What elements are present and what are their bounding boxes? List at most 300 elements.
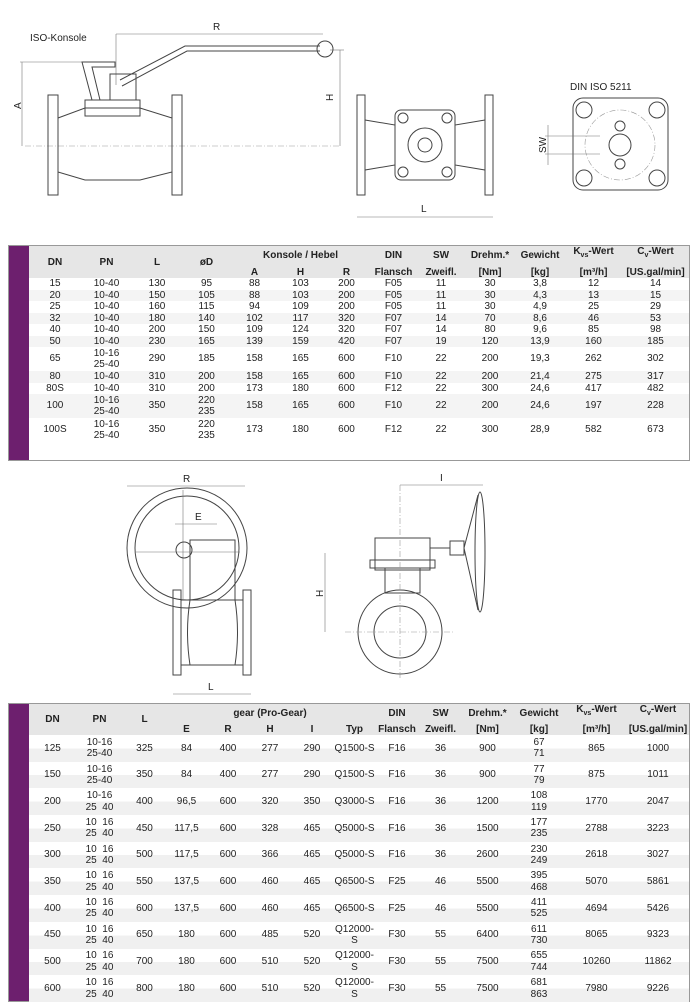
table-cell: 10-40 (93, 382, 120, 394)
table-cell (76, 762, 123, 789)
table-cell: 10260 (566, 949, 627, 976)
table-cell: 200 (481, 353, 499, 365)
col-i: I (291, 719, 333, 735)
table-cell: 1200 (463, 788, 512, 815)
table-cell: 36 (418, 735, 463, 762)
table-cell: 105 (182, 290, 231, 302)
table-cell: F05 (370, 290, 417, 302)
table-cell: 520 (291, 975, 333, 1002)
table-cell: 139 (231, 336, 278, 348)
table-cell (76, 842, 123, 869)
cell-line: 25 40 (85, 855, 114, 867)
table-row (29, 842, 689, 869)
table-cell: Q6500-S (333, 895, 376, 922)
col-din: DIN (376, 704, 418, 719)
table-cell: 320 (249, 788, 291, 815)
table-cell: 320 (323, 313, 370, 325)
table-cell: 350 (291, 788, 333, 815)
cell-line: 25 40 (85, 935, 114, 947)
table-cell: 310 (148, 382, 166, 394)
table-cell (76, 735, 123, 762)
cv-sub: v (644, 252, 649, 259)
table-cell: 55 (418, 922, 463, 949)
table-cell: 165 (278, 394, 323, 418)
col-group-console: Konsole / Hebel (231, 246, 370, 261)
cell-line: 25 40 (85, 828, 114, 840)
table-cell: 350 (29, 868, 76, 895)
gear-valve-side-view (315, 473, 485, 680)
table-cell: 124 (292, 324, 309, 335)
table-cell: 250 (29, 815, 76, 842)
table-cell: 25 (587, 301, 600, 312)
cell-line: 10 16 (85, 843, 114, 855)
table-cell: F12 (384, 424, 403, 436)
col-sw: SW (417, 246, 465, 261)
table-cell: 30 (465, 290, 515, 302)
table-cell: 465 (291, 868, 333, 895)
col-e: E (166, 719, 207, 735)
table-cell: Q5000-S (333, 842, 376, 869)
table-cell: 228 (622, 394, 689, 418)
table-cell: 200 (198, 382, 215, 394)
table-cell: 88 (231, 290, 278, 302)
table-cell: 673 (647, 424, 664, 436)
kvs-wert: -Wert (588, 246, 614, 257)
table-cell (512, 949, 566, 976)
table-cell: 2047 (627, 788, 689, 815)
table-cell: 84 (166, 762, 207, 789)
col-a: A (231, 261, 278, 278)
table-cell: 275 (565, 371, 622, 383)
cell-line: 10 16 (85, 977, 114, 989)
table-cell: 10-40 (81, 336, 132, 348)
col-cv (627, 704, 689, 719)
col-pn: PN (81, 246, 132, 278)
table-cell: Q5000-S (333, 815, 376, 842)
table-cell: 200 (338, 301, 355, 312)
table-row (29, 975, 689, 1002)
table-cell: 2788 (566, 815, 627, 842)
col-sw-unit: Zweifl. (418, 719, 463, 735)
table-cell: F16 (376, 788, 418, 815)
table-cell: 1500 (463, 815, 512, 842)
dim-i-label: I (440, 473, 443, 484)
table-cell: 10-40 (93, 278, 120, 289)
table-cell: 22 (435, 424, 447, 436)
cell-line: 77 (533, 763, 545, 775)
table-cell: 600 (123, 895, 166, 922)
col-weight: Gewicht (515, 246, 565, 261)
table-cell: 600 (207, 949, 249, 976)
table-cell: F30 (376, 922, 418, 949)
table-cell: 140 (182, 313, 231, 325)
col-weight-unit: [kg] (515, 261, 565, 278)
table-cell: 15 (622, 290, 689, 302)
table-cell: 109 (246, 324, 263, 335)
table-cell: 1770 (566, 788, 627, 815)
table-cell: 600 (323, 394, 370, 418)
table-cell: 600 (323, 371, 370, 383)
table-cell: 12 (587, 278, 600, 289)
table-cell: 1000 (627, 735, 689, 762)
cell-line: 119 (531, 801, 547, 813)
table-cell (512, 735, 566, 762)
table-cell (76, 788, 123, 815)
table-row (29, 336, 689, 348)
col-kvs (565, 246, 622, 261)
table-cell: 22 (435, 382, 447, 394)
col-torque-unit: [Nm] (463, 719, 512, 735)
table-cell: 50 (29, 336, 81, 348)
table-cell: 11 (435, 278, 447, 289)
table-cell: 600 (338, 424, 355, 436)
table-cell: 485 (249, 922, 291, 949)
table-row (29, 868, 689, 895)
col-cv (622, 246, 689, 261)
cell-line: 235 (530, 828, 548, 840)
table-cell: F07 (370, 336, 417, 348)
cell-line: 655 (530, 950, 548, 962)
table-cell: 465 (291, 895, 333, 922)
table-cell: 700 (123, 949, 166, 976)
cell-line: 10-16 (93, 418, 120, 430)
cell-line: 611 (531, 923, 547, 935)
table-row (29, 324, 689, 336)
kvs-k: K (573, 246, 581, 257)
col-od: øD (182, 246, 231, 278)
col-l: L (123, 704, 166, 735)
table-cell: F30 (376, 949, 418, 976)
table-cell (81, 418, 132, 442)
table-cell: 350 (148, 424, 166, 436)
table-cell: 55 (418, 975, 463, 1002)
table-cell: 30 (484, 301, 496, 312)
table-cell: 10-40 (81, 290, 132, 302)
table-cell: 96,5 (166, 788, 207, 815)
table-cell (81, 347, 132, 371)
table-cell: 200 (148, 324, 166, 335)
table-row (29, 418, 689, 442)
table-cell: 200 (465, 371, 515, 383)
table-cell: 8,6 (515, 313, 565, 325)
table-cell: 80 (484, 324, 496, 335)
table-cell: 9,6 (533, 324, 547, 335)
col-sw-unit: Zweifl. (417, 261, 465, 278)
cell-line: 730 (530, 935, 548, 947)
table-cell: 150 (198, 324, 215, 335)
table-cell: F12 (384, 382, 403, 394)
table-cell: 1011 (627, 762, 689, 789)
cell-line: 25 40 (85, 801, 114, 813)
table-cell: 520 (291, 922, 333, 949)
table-cell: 200 (465, 394, 515, 418)
table-cell: Q1500-S (333, 735, 376, 762)
col-h: H (249, 719, 291, 735)
lever-valve-end-view (357, 95, 493, 217)
table-cell: 277 (249, 762, 291, 789)
table-cell: F25 (376, 895, 418, 922)
table-cell: 3223 (627, 815, 689, 842)
col-e-spacer (166, 704, 207, 719)
table-cell: 80S (46, 382, 64, 394)
table-row (29, 278, 689, 290)
table-cell: 185 (198, 353, 215, 365)
lever-valve-drawings (0, 0, 696, 240)
table-cell: 15 (49, 278, 61, 289)
table-cell: 158 (231, 371, 278, 383)
table-cell: 450 (123, 815, 166, 842)
table-cell: 46 (565, 313, 622, 325)
table-cell: 417 (585, 382, 602, 394)
table-cell: 117,5 (166, 815, 207, 842)
table-cell: 36 (418, 762, 463, 789)
table-cell: 70 (465, 313, 515, 325)
table-cell: 150 (29, 762, 76, 789)
table-cell: Q1500-S (333, 762, 376, 789)
table-cell: 3,8 (533, 278, 547, 289)
table-cell: 600 (207, 922, 249, 949)
table-cell: 125 (29, 735, 76, 762)
table-cell: 600 (338, 382, 355, 394)
col-cv-unit: [US.gal/min] (627, 719, 689, 735)
cell-line: 25 40 (85, 908, 114, 920)
table-row (29, 922, 689, 949)
table-cell: 366 (249, 842, 291, 869)
col-cv-unit: [US.gal/min] (622, 261, 689, 278)
cell-line: 10 16 (85, 870, 114, 882)
cell-line: 25-40 (86, 775, 113, 787)
table-cell: 9323 (627, 922, 689, 949)
cell-line: 235 (198, 430, 215, 441)
table-cell: 197 (565, 394, 622, 418)
table-cell: 2618 (566, 842, 627, 869)
table-cell: 85 (587, 324, 600, 335)
cell-line: 79 (533, 775, 545, 787)
table-cell: 460 (249, 868, 291, 895)
table-cell (512, 815, 566, 842)
table-cell: 5426 (627, 895, 689, 922)
col-pn: PN (76, 704, 123, 735)
table-cell (76, 949, 123, 976)
table-cell: 600 (207, 842, 249, 869)
cell-line: 10-16 (93, 347, 120, 359)
col-torque: Drehm.* (465, 246, 515, 261)
table-row (29, 762, 689, 789)
col-r: R (207, 719, 249, 735)
table-cell: F10 (384, 353, 403, 365)
table-cell: 510 (249, 949, 291, 976)
table-cell: 102 (231, 313, 278, 325)
table-cell: 103 (278, 290, 323, 302)
table-cell: 290 (291, 735, 333, 762)
table-cell: 103 (292, 278, 309, 289)
col-l: L (132, 246, 182, 278)
kvs-sub: vs (583, 710, 592, 717)
cell-line: 230 (530, 843, 548, 855)
table-cell: 400 (207, 735, 249, 762)
table-cell: F05 (384, 278, 403, 289)
table-cell: 290 (291, 762, 333, 789)
cell-line: 220 (198, 418, 215, 430)
table-cell: 500 (29, 949, 76, 976)
cell-line: 10 16 (85, 816, 114, 828)
table-cell: 24,6 (530, 382, 550, 394)
table-cell: Q6500-S (333, 868, 376, 895)
table-cell: 21,4 (515, 371, 565, 383)
table-cell: 46 (418, 895, 463, 922)
table-cell: 8065 (566, 922, 627, 949)
cv-wert: -Wert (648, 246, 674, 257)
table-cell: 46 (418, 868, 463, 895)
dim-r-label: R (213, 22, 221, 33)
table-cell: Q12000-S (333, 949, 376, 976)
table-row (29, 788, 689, 815)
table-cell: 94 (248, 301, 261, 312)
table-cell: 600 (338, 353, 355, 365)
kvs-wert: -Wert (591, 704, 617, 715)
kvs-sub: vs (580, 252, 589, 259)
cv-wert: -Wert (650, 704, 677, 715)
gear-valve-table (8, 703, 690, 1002)
table-cell: 320 (338, 324, 355, 335)
table-cell: 53 (622, 313, 689, 325)
table-cell: F16 (376, 842, 418, 869)
table-cell: 500 (123, 842, 166, 869)
table-cell: 180 (292, 382, 309, 394)
table-cell: 9226 (627, 975, 689, 1002)
table-cell: 465 (291, 842, 333, 869)
table-cell: F10 (370, 371, 417, 383)
table-cell: Q12000-S (333, 922, 376, 949)
table-cell: 5070 (566, 868, 627, 895)
table-cell: 2600 (463, 842, 512, 869)
cell-line: 10-16 (86, 736, 113, 748)
cell-line: 10 16 (85, 896, 114, 908)
table-cell: 10-40 (81, 313, 132, 325)
table-row (29, 815, 689, 842)
table-cell: 3027 (627, 842, 689, 869)
table-cell: 165 (278, 371, 323, 383)
table-cell: 650 (123, 922, 166, 949)
table-cell: 109 (292, 301, 309, 312)
cell-line: 220 (198, 394, 215, 406)
table-cell: 11862 (627, 949, 689, 976)
table-cell: 465 (291, 815, 333, 842)
col-torque: Drehm.* (463, 704, 512, 719)
table-cell (512, 975, 566, 1002)
table-cell: 600 (207, 895, 249, 922)
table-row (29, 290, 689, 302)
table-cell: 173 (246, 424, 263, 436)
table-cell: 120 (465, 336, 515, 348)
table-cell: 30 (484, 278, 496, 289)
col-dn: DN (29, 704, 76, 735)
table-cell: 98 (649, 324, 662, 335)
table-cell: 520 (291, 949, 333, 976)
table-cell: 600 (207, 975, 249, 1002)
cell-line: 25-40 (93, 406, 120, 417)
table-cell: 900 (463, 735, 512, 762)
table-cell: 550 (123, 868, 166, 895)
cell-line: 10-16 (86, 763, 113, 775)
table-cell: 29 (649, 301, 662, 312)
table-cell: 328 (249, 815, 291, 842)
table-cell: 420 (323, 336, 370, 348)
table-cell: 900 (463, 762, 512, 789)
table-cell: 310 (132, 371, 182, 383)
table-cell: 5500 (463, 895, 512, 922)
cell-line: 10 16 (85, 950, 114, 962)
table-cell: 36 (418, 842, 463, 869)
table-cell: 300 (481, 424, 499, 436)
table-row (29, 347, 689, 371)
table-cell: 36 (418, 815, 463, 842)
table-cell: 22 (435, 353, 447, 365)
table-cell: 84 (166, 735, 207, 762)
dim-sw-label: SW (538, 136, 549, 153)
col-typ-spacer (333, 704, 376, 719)
cell-line: 235 (198, 406, 215, 417)
table-cell: 150 (132, 290, 182, 302)
table-cell: 14 (417, 313, 465, 325)
table-cell: 159 (278, 336, 323, 348)
table-row (29, 371, 689, 383)
table-cell: 25 (49, 301, 61, 312)
table-cell: 400 (123, 788, 166, 815)
table-cell (512, 922, 566, 949)
cell-line: 25 40 (85, 961, 114, 973)
table-cell (81, 394, 132, 418)
table-cell (512, 788, 566, 815)
cell-line: 468 (530, 881, 548, 893)
table-cell: 180 (166, 922, 207, 949)
table-cell (512, 842, 566, 869)
table-cell: 400 (207, 762, 249, 789)
table-cell: 22 (417, 394, 465, 418)
table-cell: 13 (565, 290, 622, 302)
cell-line: 863 (530, 988, 548, 1000)
cv-c: C (639, 704, 647, 715)
dim-h-label-2: H (315, 589, 326, 597)
table-cell (76, 895, 123, 922)
col-din: DIN (370, 246, 417, 261)
table-cell: 180 (166, 975, 207, 1002)
table-cell: 600 (207, 868, 249, 895)
col-kvs (566, 704, 627, 719)
table-cell: 55 (418, 949, 463, 976)
table-cell (512, 762, 566, 789)
table-cell: 11 (417, 290, 465, 302)
table-cell: 22 (417, 371, 465, 383)
table-cell: 300 (481, 382, 499, 394)
table-cell: 160 (565, 336, 622, 348)
iso-standard-label: DIN ISO 5211 (570, 82, 632, 93)
table-cell: 600 (207, 788, 249, 815)
table-cell: 875 (566, 762, 627, 789)
table-cell: F10 (370, 394, 417, 418)
table-cell: 482 (647, 382, 664, 394)
table-cell (76, 868, 123, 895)
table-cell: 95 (200, 278, 213, 289)
lever-valve-side-view (13, 22, 344, 195)
cell-line: 395 (530, 870, 548, 882)
table-cell: 32 (29, 313, 81, 325)
table-cell: 117,5 (166, 842, 207, 869)
table-cell: 13,9 (515, 336, 565, 348)
col-weight-unit: [kg] (512, 719, 566, 735)
table-cell: 100 (29, 394, 81, 418)
cell-line: 25 40 (85, 988, 114, 1000)
